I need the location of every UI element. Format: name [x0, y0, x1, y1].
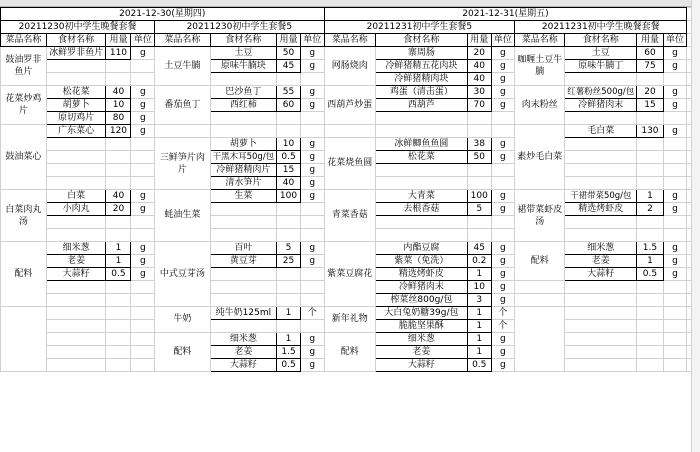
col-qty[interactable]: 用量	[277, 34, 301, 47]
unit-cell[interactable]: g	[491, 242, 515, 255]
dish-cell[interactable]: 紫菜豆腐花	[324, 242, 375, 307]
ingredient-cell[interactable]: 大青菜	[375, 190, 467, 203]
ingredient-cell[interactable]: 胡萝卜	[210, 138, 277, 151]
unit-cell[interactable]: g	[300, 359, 324, 372]
unit-cell[interactable]: g	[663, 125, 687, 138]
ingredient-cell[interactable]: 大白兔奶糖39g/包	[375, 307, 467, 320]
col-dish[interactable]: 菜品名称	[1, 34, 47, 47]
unit-cell[interactable]: g	[663, 255, 687, 268]
qty-cell[interactable]: 75	[637, 60, 663, 73]
ingredient-cell[interactable]: 黄豆芽	[210, 255, 277, 268]
col-dish[interactable]: 菜品名称	[324, 34, 375, 47]
qty-cell[interactable]: 20	[467, 47, 491, 60]
day-1[interactable]: 2021-12-30(星期四)	[1, 8, 325, 21]
qty-cell[interactable]: 40	[106, 86, 131, 99]
unit-cell[interactable]: 个	[491, 320, 515, 333]
qty-cell[interactable]: 40	[467, 73, 491, 86]
unit-cell[interactable]: g	[491, 86, 515, 99]
unit-cell[interactable]: g	[300, 333, 324, 346]
unit-cell[interactable]: g	[300, 138, 324, 151]
unit-cell[interactable]: g	[491, 255, 515, 268]
qty-cell[interactable]: 40	[277, 177, 301, 190]
ingredient-cell[interactable]: 老姜	[46, 255, 106, 268]
unit-cell[interactable]: g	[491, 73, 515, 86]
qty-cell[interactable]: 10	[467, 281, 491, 294]
vertical-scrollbar[interactable]	[691, 0, 700, 452]
section-row	[1, 21, 700, 34]
ingredient-cell[interactable]: 百叶	[210, 242, 277, 255]
qty-cell[interactable]: 1	[277, 307, 301, 320]
col-dish[interactable]: 菜品名称	[515, 34, 565, 47]
table-row	[1, 242, 700, 255]
qty-cell[interactable]: 45	[277, 60, 301, 73]
ingredient-cell[interactable]: 大蒜籽	[46, 268, 106, 281]
qty-cell[interactable]: 1.5	[637, 242, 663, 255]
unit-cell[interactable]: g	[491, 190, 515, 203]
col-ingredient[interactable]: 食材名称	[565, 34, 637, 47]
dish-cell[interactable]: 青菜香菇	[324, 190, 375, 242]
ingredient-cell[interactable]: 内酯豆腐	[375, 242, 467, 255]
unit-cell[interactable]: g	[300, 151, 324, 164]
unit-cell[interactable]: g	[131, 242, 155, 255]
ingredient-cell[interactable]: 生菜	[210, 190, 277, 203]
qty-cell[interactable]: 10	[106, 99, 131, 112]
table-row	[1, 86, 700, 99]
unit-cell[interactable]: g	[300, 86, 324, 99]
ingredient-cell[interactable]: 老姜	[210, 346, 277, 359]
qty-cell[interactable]: 55	[277, 86, 301, 99]
dish-cell[interactable]: 中式豆芽汤	[155, 242, 210, 307]
section-3[interactable]: 20211231初中学生套餐5	[324, 21, 515, 34]
qty-cell[interactable]: 1	[467, 320, 491, 333]
dish-cell[interactable]: 花菜烧鱼圆	[324, 138, 375, 190]
ingredient-cell[interactable]: 老姜	[375, 346, 467, 359]
col-dish[interactable]: 菜品名称	[155, 34, 210, 47]
dish-cell[interactable]: 牛奶	[155, 307, 210, 333]
dish-cell[interactable]: 素炒毛白菜	[515, 125, 565, 190]
qty-cell[interactable]: 0.5	[637, 268, 663, 281]
section-2[interactable]: 20211230初中学生套餐5	[155, 21, 324, 34]
col-ingredient[interactable]: 食材名称	[375, 34, 467, 47]
ingredient-cell[interactable]: 细米葱	[46, 242, 106, 255]
col-qty[interactable]: 用量	[106, 34, 131, 47]
unit-cell[interactable]: g	[491, 151, 515, 164]
unit-cell[interactable]: g	[491, 60, 515, 73]
ingredient-cell[interactable]: 土豆	[565, 47, 637, 60]
qty-cell[interactable]: 1.5	[277, 346, 301, 359]
col-unit[interactable]: 单位	[131, 34, 155, 47]
qty-cell[interactable]: 1	[277, 333, 301, 346]
ingredient-cell[interactable]: 细米葱	[375, 333, 467, 346]
qty-cell[interactable]: 80	[106, 112, 131, 125]
qty-cell[interactable]: 1	[467, 307, 491, 320]
ingredient-cell[interactable]: 小肉丸	[46, 203, 106, 216]
ingredient-cell[interactable]: 精选烤虾皮	[375, 268, 467, 281]
ingredient-cell[interactable]: 松花菜	[375, 151, 467, 164]
unit-cell[interactable]: g	[300, 47, 324, 60]
unit-cell[interactable]: g	[300, 255, 324, 268]
section-1[interactable]: 20211230初中学生晚餐套餐	[1, 21, 155, 34]
qty-cell[interactable]: 3	[467, 294, 491, 307]
qty-cell[interactable]: 5	[277, 242, 301, 255]
dish-cell[interactable]: 番茄鱼丁	[155, 86, 210, 125]
qty-cell[interactable]: 0.5	[106, 268, 131, 281]
ingredient-cell[interactable]: 精选烤虾皮	[565, 203, 637, 216]
table-row	[1, 47, 700, 60]
unit-cell[interactable]: g	[300, 346, 324, 359]
qty-cell[interactable]: 38	[467, 138, 491, 151]
col-qty[interactable]: 用量	[637, 34, 663, 47]
qty-cell[interactable]: 2	[637, 203, 663, 216]
dish-cell[interactable]: 鼓油菜心	[1, 125, 47, 190]
ingredient-cell[interactable]: 原味牛腩丁	[565, 60, 637, 73]
qty-cell[interactable]: 15	[637, 99, 663, 112]
ingredient-cell[interactable]: 冷鲜猪精肉片	[210, 164, 277, 177]
ingredient-cell[interactable]: 白菜	[46, 190, 106, 203]
ingredient-cell[interactable]: 细米葱	[210, 333, 277, 346]
qty-cell[interactable]: 60	[277, 99, 301, 112]
dish-cell[interactable]: 花菜炒鸡片	[1, 86, 47, 125]
dish-cell[interactable]: 新年礼物	[324, 307, 375, 333]
col-unit[interactable]: 单位	[491, 34, 515, 47]
qty-cell[interactable]: 15	[277, 164, 301, 177]
qty-cell[interactable]: 60	[637, 47, 663, 60]
qty-cell[interactable]: 0.2	[467, 255, 491, 268]
unit-cell[interactable]: g	[663, 203, 687, 216]
table-row	[1, 307, 700, 320]
dish-cell[interactable]: 咖喱土豆牛腩	[515, 47, 565, 86]
qty-cell[interactable]: 50	[277, 47, 301, 60]
qty-cell[interactable]: 0.5	[277, 359, 301, 372]
unit-cell[interactable]: g	[300, 60, 324, 73]
qty-cell[interactable]: 120	[106, 125, 131, 138]
col-unit[interactable]: 单位	[663, 34, 687, 47]
unit-cell[interactable]: g	[663, 242, 687, 255]
qty-cell[interactable]: 5	[467, 203, 491, 216]
ingredient-cell[interactable]: 巴沙鱼丁	[210, 86, 277, 99]
qty-cell[interactable]: 20	[106, 203, 131, 216]
unit-cell[interactable]: g	[491, 47, 515, 60]
unit-cell[interactable]: g	[491, 268, 515, 281]
dish-cell[interactable]: 网肠烧肉	[324, 47, 375, 86]
unit-cell[interactable]: g	[131, 47, 155, 60]
dish-cell[interactable]: 鼓油罗非鱼片	[1, 47, 47, 86]
unit-cell[interactable]: g	[663, 86, 687, 99]
qty-cell[interactable]: 1	[106, 255, 131, 268]
ingredient-cell[interactable]: 紫菜（免洗）	[375, 255, 467, 268]
unit-cell[interactable]: g	[663, 60, 687, 73]
table-row	[1, 333, 700, 346]
col-ingredient[interactable]: 食材名称	[210, 34, 277, 47]
qty-cell[interactable]: 40	[467, 60, 491, 73]
ingredient-cell[interactable]: 冷鲜猪精五花肉块	[375, 60, 467, 73]
qty-cell[interactable]: 110	[106, 47, 131, 60]
dish-cell[interactable]: 西葫芦炒蛋	[324, 86, 375, 125]
ingredient-cell[interactable]: 松花菜	[46, 86, 106, 99]
unit-cell[interactable]: g	[663, 190, 687, 203]
dish-cell[interactable]: 裙带菜虾皮汤	[515, 190, 565, 242]
qty-cell[interactable]: 1	[637, 255, 663, 268]
ingredient-cell[interactable]: 榨菜丝800g/包	[375, 294, 467, 307]
unit-cell[interactable]: g	[491, 281, 515, 294]
unit-cell[interactable]: g	[300, 164, 324, 177]
unit-cell[interactable]: g	[491, 359, 515, 372]
day-2[interactable]: 2021-12-31(星期五)	[324, 8, 687, 21]
qty-cell[interactable]: 20	[637, 86, 663, 99]
unit-cell[interactable]: g	[300, 99, 324, 112]
ingredient-cell[interactable]: 细米葱	[565, 242, 637, 255]
unit-cell[interactable]: g	[131, 255, 155, 268]
table-row	[1, 125, 700, 138]
unit-cell[interactable]: 个	[300, 307, 324, 320]
ingredient-cell[interactable]: 冷鲜猪肉末	[375, 281, 467, 294]
qty-cell[interactable]: 45	[467, 242, 491, 255]
qty-cell[interactable]: 30	[467, 86, 491, 99]
unit-cell[interactable]: 个	[491, 307, 515, 320]
dish-cell[interactable]: 土豆牛腩	[155, 47, 210, 86]
unit-cell[interactable]: g	[663, 268, 687, 281]
table-row	[1, 138, 700, 151]
qty-cell[interactable]: 130	[637, 125, 663, 138]
ingredient-cell[interactable]: 老姜	[565, 255, 637, 268]
ingredient-cell[interactable]: 鸡蛋（清击蛋）	[375, 86, 467, 99]
ingredient-cell[interactable]: 胡萝卜	[46, 99, 106, 112]
ingredient-cell[interactable]: 寨周肠	[375, 47, 467, 60]
unit-cell[interactable]: g	[131, 112, 155, 125]
unit-cell[interactable]: g	[300, 177, 324, 190]
unit-cell[interactable]: g	[300, 242, 324, 255]
ingredient-cell[interactable]: 西红柿	[210, 99, 277, 112]
qty-cell[interactable]: 100	[277, 190, 301, 203]
day-row	[1, 8, 700, 21]
ingredient-cell[interactable]: 红薯粉丝500g/包	[565, 86, 637, 99]
ingredient-cell[interactable]: 纯牛奶125ml	[210, 307, 277, 320]
ingredient-cell[interactable]: 冰鲜鲫鱼鱼圆	[375, 138, 467, 151]
dish-cell[interactable]: 三鲜笋片肉片	[155, 138, 210, 190]
dish-cell[interactable]: 配料	[324, 333, 375, 372]
unit-cell[interactable]: g	[663, 47, 687, 60]
unit-cell[interactable]: g	[131, 190, 155, 203]
unit-cell[interactable]: g	[491, 294, 515, 307]
unit-cell[interactable]: g	[491, 203, 515, 216]
menu-table	[0, 7, 700, 372]
ingredient-cell[interactable]: 原味牛腩块	[210, 60, 277, 73]
unit-cell[interactable]: g	[491, 333, 515, 346]
unit-cell[interactable]: g	[131, 125, 155, 138]
dish-cell[interactable]: 肉末粉丝	[515, 86, 565, 125]
section-4[interactable]: 20211231初中学生晚餐套餐	[515, 21, 687, 34]
unit-cell[interactable]: g	[131, 268, 155, 281]
qty-cell[interactable]: 25	[277, 255, 301, 268]
ingredient-cell[interactable]: 原切鸡片	[46, 112, 106, 125]
qty-cell[interactable]: 1	[467, 268, 491, 281]
ingredient-cell[interactable]: 干黑木耳50g/包	[210, 151, 277, 164]
ingredient-cell[interactable]: 土豆	[210, 47, 277, 60]
col-unit[interactable]: 单位	[300, 34, 324, 47]
dish-cell[interactable]: 配料	[515, 242, 565, 281]
ingredient-cell[interactable]: 脆脆坚果酥	[375, 320, 467, 333]
ingredient-cell[interactable]: 大蒜籽	[375, 359, 467, 372]
qty-cell[interactable]: 40	[106, 190, 131, 203]
qty-cell[interactable]: 70	[467, 99, 491, 112]
dish-cell[interactable]: 配料	[155, 333, 210, 372]
ingredient-cell[interactable]: 干裙带菜50g/包	[565, 190, 637, 203]
column-header-row	[1, 34, 700, 47]
dish-cell[interactable]: 蚝油生菜	[155, 190, 210, 242]
table-row	[1, 190, 700, 203]
qty-cell[interactable]: 1	[467, 333, 491, 346]
col-qty[interactable]: 用量	[467, 34, 491, 47]
qty-cell[interactable]: 0.5	[277, 151, 301, 164]
unit-cell[interactable]: g	[131, 86, 155, 99]
col-ingredient[interactable]: 食材名称	[46, 34, 106, 47]
qty-cell[interactable]: 100	[467, 190, 491, 203]
ingredient-cell[interactable]: 西葫芦	[375, 99, 467, 112]
ingredient-cell[interactable]: 冰鲜罗非鱼片	[46, 47, 106, 60]
qty-cell[interactable]: 1	[637, 190, 663, 203]
ingredient-cell[interactable]: 去根香菇	[375, 203, 467, 216]
qty-cell[interactable]: 1	[106, 242, 131, 255]
qty-cell[interactable]: 50	[467, 151, 491, 164]
ingredient-cell[interactable]: 清水笋片	[210, 177, 277, 190]
unit-cell[interactable]: g	[131, 99, 155, 112]
ingredient-cell[interactable]: 大蒜籽	[210, 359, 277, 372]
dish-cell[interactable]: 配料	[1, 242, 47, 307]
column-header-strip	[0, 0, 700, 7]
ingredient-cell[interactable]: 冷鲜猪肉末	[565, 99, 637, 112]
unit-cell[interactable]: g	[131, 203, 155, 216]
qty-cell[interactable]: 0.5	[467, 359, 491, 372]
ingredient-cell[interactable]: 大蒜籽	[565, 268, 637, 281]
unit-cell[interactable]: g	[491, 99, 515, 112]
unit-cell[interactable]: g	[300, 190, 324, 203]
qty-cell[interactable]: 1	[467, 346, 491, 359]
unit-cell[interactable]: g	[663, 99, 687, 112]
dish-cell[interactable]: 白菜肉丸汤	[1, 190, 47, 242]
ingredient-cell[interactable]: 毛白菜	[565, 125, 637, 138]
qty-cell[interactable]: 10	[277, 138, 301, 151]
ingredient-cell[interactable]: 广东菜心	[46, 125, 106, 138]
unit-cell[interactable]: g	[491, 138, 515, 151]
unit-cell[interactable]: g	[491, 346, 515, 359]
ingredient-cell[interactable]: 冷鲜猪精肉块	[375, 73, 467, 86]
